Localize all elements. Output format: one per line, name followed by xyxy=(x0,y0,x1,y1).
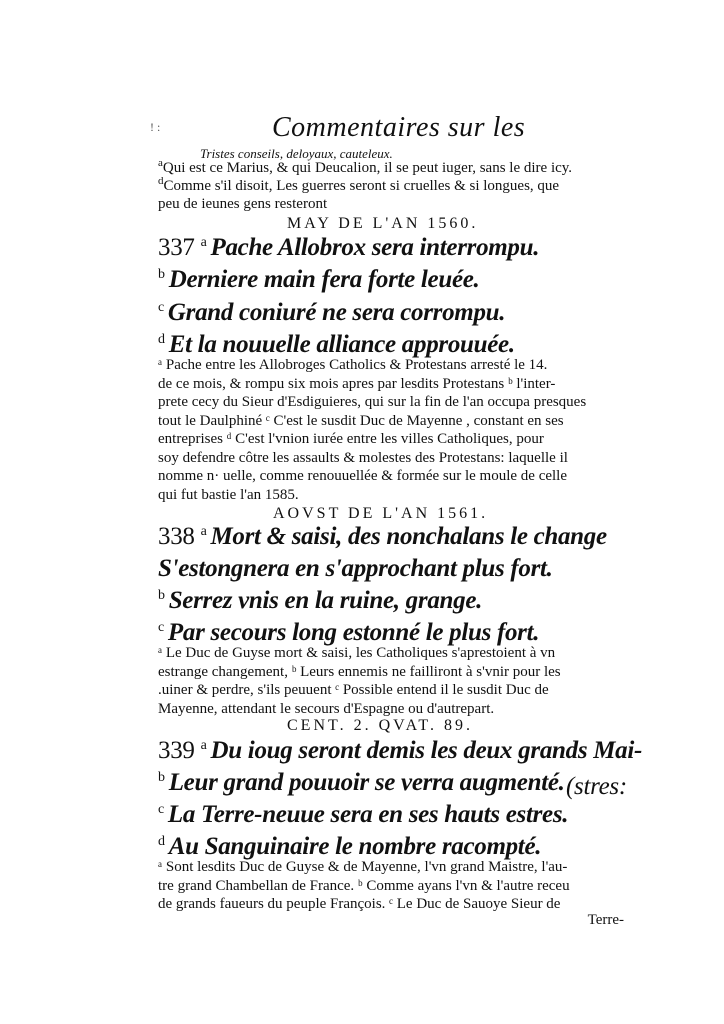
verse-text: Leur grand pouuoir se verra augmenté. xyxy=(168,769,565,796)
verse-text: Grand coniuré ne sera corrompu. xyxy=(167,299,506,326)
verse-text: La Terre-neuue sera en ses hauts estres. xyxy=(167,801,569,828)
running-title: Commentaires sur les xyxy=(272,112,526,143)
commentary-line: ᵃ Pache entre les Allobroges Catholics & Protestans arresté le 14. xyxy=(158,357,548,373)
verse-mark: b xyxy=(158,587,165,603)
commentary-line: entreprises ᵈ C'est l'vnion iurée entre les villes Catholiques, pour xyxy=(158,431,544,447)
quatrain-number: 338 xyxy=(158,523,195,550)
verse-line xyxy=(158,555,553,583)
commentary-line: ᵃ Sont lesdits Duc de Guyse & de Mayenne, l'vn grand Maistre, l'au- xyxy=(158,859,568,875)
verse-mark: a xyxy=(200,523,207,539)
commentary-line: ᵃ Le Duc de Guyse mort & saisi, les Catholiques s'aprestoient à vn xyxy=(158,645,556,661)
commentary-line: estrange changement, ᵇ Leurs ennemis ne failliront à s'vnir pour les xyxy=(158,663,561,680)
commentary-block xyxy=(158,858,626,914)
verse-mark: a xyxy=(200,234,207,250)
verse-mark: b xyxy=(158,266,165,282)
intro-line-2 xyxy=(158,157,573,177)
commentary-line: tout le Daulphiné ᶜ C'est le susdit Duc de Mayenne , constant en ses xyxy=(158,412,564,429)
verse-mark: b xyxy=(158,769,165,785)
verse-mark: c xyxy=(158,619,164,635)
verse-text: Par secours long estonné le plus fort. xyxy=(167,619,540,646)
verse-line xyxy=(158,737,642,765)
verse-line xyxy=(158,266,479,294)
commentary-line: de grands faueurs du peuple François. ᶜ Le Duc de Sauoye Sieur de xyxy=(158,896,561,912)
intro-line-3-text: Comme s'il disoit, Les guerres seront si cruelles & si longues, que xyxy=(163,178,560,194)
verse-mark: d xyxy=(158,331,165,347)
verse-line xyxy=(158,299,505,327)
verse-line xyxy=(158,234,539,262)
margin-marks: ! : xyxy=(150,120,161,134)
intro-line-3 xyxy=(158,175,560,195)
note-mark: a xyxy=(158,157,163,169)
intro-line-2-text: Qui est ce Marius, & qui Deucalion, il se peut iuger, sans le dire icy. xyxy=(162,160,573,176)
verse-text: S'estongnera en s'approchant plus fort. xyxy=(158,555,553,582)
commentary-line: qui fut bastie l'an 1585. xyxy=(158,486,299,503)
quatrain-number: 339 xyxy=(158,737,195,764)
verse-text: Au Sanguinaire le nombre racompté. xyxy=(168,833,542,860)
commentary-line: tre grand Chambellan de France. ᵇ Comme ayans l'vn & l'autre receu xyxy=(158,877,570,894)
verse-line xyxy=(158,587,482,615)
commentary-block xyxy=(158,644,626,718)
verse-mark: d xyxy=(158,833,165,849)
commentary-line: .uiner & perdre, s'ils peuuent ᶜ Possible entend il le susdit Duc de xyxy=(158,682,549,698)
verse-mark: c xyxy=(158,299,164,315)
catchword: Terre- xyxy=(587,912,624,928)
verse-mark: c xyxy=(158,801,164,817)
note-mark: d xyxy=(158,175,164,187)
verse-text: Du ioug seront demis les deux grands Mai- xyxy=(210,737,642,764)
quatrain-number: 337 xyxy=(158,234,195,261)
commentary-line: Mayenne, attendant le secours d'Espagne ou d'autrepart. xyxy=(158,700,495,717)
verse-text: Et la nouuelle alliance approuuée. xyxy=(168,331,515,358)
verse-text: Serrez vnis en la ruine, grange. xyxy=(168,587,483,614)
verse-text: Derniere main fera forte leuée. xyxy=(168,266,480,293)
commentary-line: prete cecy du Sieur d'Esdiguieres, qui sur la fin de l'an occupa presques xyxy=(158,394,587,410)
intro-line-4: peu de ieunes gens resteront xyxy=(158,196,328,212)
verse-line xyxy=(158,331,515,359)
commentary-line: de ce mois, & rompu six mois apres par lesdits Protestans ᵇ l'inter- xyxy=(158,375,556,392)
section-date: MAY DE L'AN 1560. xyxy=(287,215,479,232)
verse-line xyxy=(158,523,607,551)
century-reference: CENT. 2. QVAT. 89. xyxy=(287,717,473,734)
verse-runover: (stres: xyxy=(566,773,627,800)
commentary-block xyxy=(158,356,626,504)
verse-line xyxy=(158,833,541,861)
intro-line-1: Tristes conseils, deloyaux, cauteleux. xyxy=(200,146,393,161)
commentary-line: nomme n· uelle, comme renouuellée & formée sur le moule de celle xyxy=(158,468,568,484)
verse-text: Mort & saisi, des nonchalans le change xyxy=(210,523,607,550)
verse-line xyxy=(158,619,539,647)
section-date: AOVST DE L'AN 1561. xyxy=(273,505,489,522)
verse-text: Pache Allobrox sera interrompu. xyxy=(210,234,540,261)
verse-line xyxy=(158,769,565,797)
verse-line xyxy=(158,801,568,829)
verse-mark: a xyxy=(200,737,207,753)
commentary-line: soy defendre côtre les assaults & molestes des Protestans: laquelle il xyxy=(158,449,568,466)
